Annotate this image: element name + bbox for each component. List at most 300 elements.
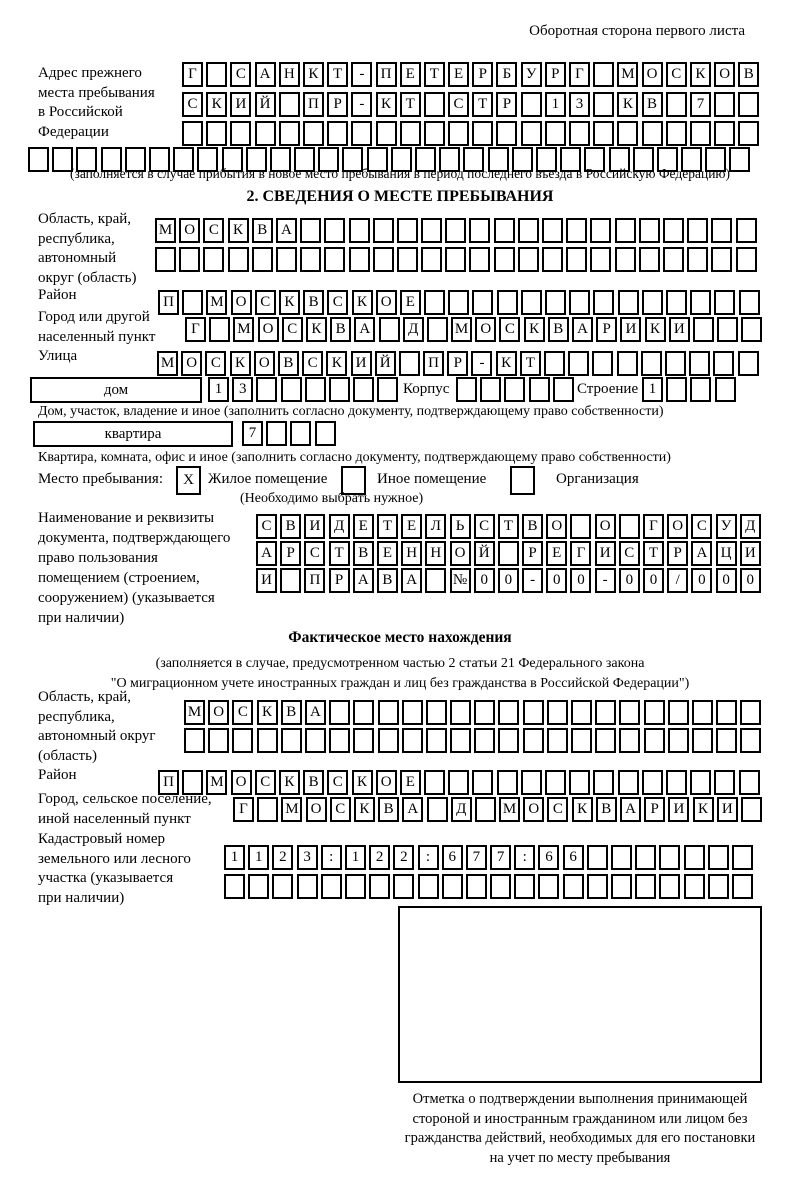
house-box: дом: [30, 377, 202, 403]
char-cell: К: [326, 351, 347, 376]
char-cell: Й: [255, 92, 276, 117]
char-cell: Е: [353, 514, 374, 539]
stay-type-label: Место пребывания:: [38, 471, 163, 487]
char-cell: [714, 290, 735, 315]
char-cell: К: [352, 770, 373, 795]
label-line: при наличии): [38, 889, 125, 906]
char-cell: С: [666, 62, 687, 87]
char-cell: Г: [569, 62, 590, 87]
document-row-2: [256, 541, 761, 566]
label-line: населенный пункт: [38, 328, 156, 345]
char-cell: [305, 728, 326, 753]
char-cell: К: [257, 700, 278, 725]
char-cell: [490, 874, 511, 899]
char-cell: К: [303, 62, 324, 87]
char-cell: К: [376, 92, 397, 117]
char-cell: А: [354, 317, 375, 342]
char-cell: [644, 728, 665, 753]
char-cell: 6: [538, 845, 559, 870]
char-cell: 0: [498, 568, 519, 593]
label-line: Кадастровый номер: [38, 831, 165, 847]
char-cell: [663, 247, 684, 272]
label-line: сооружением) (указывается: [38, 590, 215, 606]
char-cell: 0: [740, 568, 761, 593]
char-cell: [711, 218, 732, 243]
char-cell: С: [255, 770, 276, 795]
actual-location-caption-2: "О миграционном учете иностранных граждан и лиц без гражданства в Российской Федерации"): [110, 676, 690, 691]
char-cell: [353, 728, 374, 753]
char-cell: [230, 121, 251, 146]
char-cell: [252, 247, 273, 272]
label-line: Город или другой: [38, 309, 150, 325]
char-cell: [466, 874, 487, 899]
char-cell: В: [738, 62, 759, 87]
char-cell: -: [595, 568, 616, 593]
char-cell: К: [496, 351, 517, 376]
char-cell: [305, 377, 326, 402]
char-cell: [474, 728, 495, 753]
char-cell: [255, 121, 276, 146]
char-cell: [518, 247, 539, 272]
char-cell: Р: [667, 541, 688, 566]
char-cell: С: [499, 317, 520, 342]
char-cell: [272, 874, 293, 899]
char-cell: [497, 290, 518, 315]
char-cell: 1: [545, 92, 566, 117]
char-cell: Й: [474, 541, 495, 566]
char-cell: 2: [393, 845, 414, 870]
char-cell: [619, 728, 640, 753]
char-cell: К: [690, 62, 711, 87]
char-cell: [545, 290, 566, 315]
house-caption: Дом, участок, владение и иное (заполнить согласно документу, подтверждающему право собственности): [38, 404, 664, 419]
char-cell: [480, 377, 501, 402]
char-cell: [738, 351, 759, 376]
char-cell: С: [327, 290, 348, 315]
char-cell: [545, 770, 566, 795]
char-cell: 1: [248, 845, 269, 870]
char-cell: 3: [232, 377, 253, 402]
char-cell: С: [474, 514, 495, 539]
stroenie-label: Строение: [577, 381, 639, 397]
char-cell: В: [522, 514, 543, 539]
apartment-box: квартира: [33, 421, 233, 447]
char-cell: В: [252, 218, 273, 243]
char-cell: [566, 247, 587, 272]
char-cell: [300, 247, 321, 272]
char-cell: О: [179, 218, 200, 243]
char-cell: [569, 770, 590, 795]
prev-address-label: [38, 64, 155, 142]
char-cell: [611, 874, 632, 899]
char-cell: М: [184, 700, 205, 725]
char-cell: [351, 121, 372, 146]
char-cell: О: [258, 317, 279, 342]
char-cell: [497, 770, 518, 795]
label-line: Область, край,: [38, 689, 132, 705]
char-cell: [569, 290, 590, 315]
char-cell: [732, 874, 753, 899]
city-row: [185, 317, 762, 342]
char-cell: [547, 728, 568, 753]
stamp-note: [390, 1090, 770, 1168]
char-cell: [563, 874, 584, 899]
char-cell: [684, 845, 705, 870]
char-cell: А: [256, 541, 277, 566]
char-cell: [329, 377, 350, 402]
char-cell: [668, 700, 689, 725]
char-cell: [544, 351, 565, 376]
char-cell: [474, 700, 495, 725]
char-cell: [224, 874, 245, 899]
char-cell: [687, 247, 708, 272]
checkbox-other-premises-label: Иное помещение: [377, 471, 487, 487]
char-cell: [424, 770, 445, 795]
char-cell: П: [423, 351, 444, 376]
char-cell: Г: [643, 514, 664, 539]
char-cell: [418, 874, 439, 899]
checkbox-organization-label: Организация: [556, 471, 639, 487]
label-line: Федерации: [38, 123, 109, 140]
label-line: помещением (строением,: [38, 570, 200, 586]
char-cell: [378, 728, 399, 753]
prev-address-row-2: [182, 92, 759, 117]
char-cell: [424, 290, 445, 315]
stamp-box: [398, 906, 762, 1083]
label-line: (область): [38, 747, 97, 764]
char-cell: [378, 700, 399, 725]
label-line: округ (область): [38, 269, 137, 286]
char-cell: 0: [546, 568, 567, 593]
char-cell: Й: [375, 351, 396, 376]
char-cell: [690, 377, 711, 402]
char-cell: [448, 121, 469, 146]
label-line: гражданства действий, необходимых для его постановки: [404, 1130, 756, 1146]
char-cell: [538, 874, 559, 899]
char-cell: [593, 770, 614, 795]
char-cell: К: [617, 92, 638, 117]
char-cell: О: [523, 797, 544, 822]
char-cell: И: [256, 568, 277, 593]
char-cell: [521, 770, 542, 795]
char-cell: Ь: [450, 514, 471, 539]
char-cell: Л: [425, 514, 446, 539]
char-cell: [514, 874, 535, 899]
char-cell: [421, 247, 442, 272]
char-cell: [300, 218, 321, 243]
char-cell: [692, 700, 713, 725]
char-cell: -: [351, 62, 372, 87]
char-cell: Т: [400, 92, 421, 117]
char-cell: [741, 317, 762, 342]
char-cell: [732, 845, 753, 870]
char-cell: :: [418, 845, 439, 870]
char-cell: Н: [425, 541, 446, 566]
char-cell: 3: [569, 92, 590, 117]
char-cell: В: [353, 541, 374, 566]
char-cell: [615, 218, 636, 243]
char-cell: М: [451, 317, 472, 342]
char-cell: А: [402, 797, 423, 822]
char-cell: В: [548, 317, 569, 342]
street-row: [157, 351, 759, 376]
label-line: право пользования: [38, 550, 158, 566]
prev-address-row-1: [182, 62, 759, 87]
char-cell: И: [304, 514, 325, 539]
char-cell: [345, 874, 366, 899]
char-cell: М: [155, 218, 176, 243]
char-cell: [379, 317, 400, 342]
char-cell: О: [254, 351, 275, 376]
char-cell: [619, 700, 640, 725]
char-cell: [472, 770, 493, 795]
char-cell: А: [276, 218, 297, 243]
char-cell: /: [667, 568, 688, 593]
char-cell: [569, 121, 590, 146]
char-cell: [329, 728, 350, 753]
char-cell: [228, 247, 249, 272]
char-cell: 0: [691, 568, 712, 593]
char-cell: [690, 770, 711, 795]
char-cell: Е: [400, 290, 421, 315]
char-cell: [424, 121, 445, 146]
char-cell: [182, 290, 203, 315]
char-cell: -: [471, 351, 492, 376]
char-cell: Н: [401, 541, 422, 566]
char-cell: [687, 218, 708, 243]
char-cell: [426, 728, 447, 753]
char-cell: [713, 351, 734, 376]
actual-region-row-2: [184, 728, 761, 753]
char-cell: [182, 121, 203, 146]
section2-title: 2. СВЕДЕНИЯ О МЕСТЕ ПРЕБЫВАНИЯ: [246, 188, 554, 205]
char-cell: К: [206, 92, 227, 117]
region-label: [38, 210, 136, 288]
label-line: Отметка о подтверждении выполнения принимающей: [412, 1091, 748, 1107]
char-cell: [469, 247, 490, 272]
char-cell: [498, 728, 519, 753]
char-cell: И: [351, 351, 372, 376]
district-label: Район: [38, 287, 77, 303]
char-cell: 1: [345, 845, 366, 870]
char-cell: [377, 377, 398, 402]
char-cell: А: [353, 568, 374, 593]
apartment-caption: Квартира, комната, офис и иное (заполнить согласно документу, подтверждающему право собственности): [38, 450, 671, 465]
actual-location-caption-1: (заполняется в случае, предусмотренном частью 2 статьи 21 Федерального закона: [155, 656, 645, 671]
char-cell: [738, 121, 759, 146]
char-cell: 6: [442, 845, 463, 870]
char-cell: 0: [474, 568, 495, 593]
char-cell: [659, 874, 680, 899]
char-cell: [450, 700, 471, 725]
actual-city-label: [38, 790, 212, 829]
char-cell: О: [714, 62, 735, 87]
char-cell: [740, 700, 761, 725]
actual-region-label: [38, 688, 156, 766]
char-cell: К: [230, 351, 251, 376]
char-cell: С: [203, 218, 224, 243]
char-cell: [469, 218, 490, 243]
char-cell: [716, 700, 737, 725]
char-cell: [566, 218, 587, 243]
char-cell: В: [303, 770, 324, 795]
char-cell: К: [693, 797, 714, 822]
char-cell: [496, 121, 517, 146]
char-cell: [644, 700, 665, 725]
char-cell: [456, 377, 477, 402]
char-cell: Д: [740, 514, 761, 539]
char-cell: 7: [242, 421, 263, 446]
char-cell: [281, 377, 302, 402]
char-cell: О: [450, 541, 471, 566]
char-cell: О: [231, 290, 252, 315]
char-cell: К: [306, 317, 327, 342]
char-cell: И: [740, 541, 761, 566]
stay-note: (Необходимо выбрать нужное): [240, 491, 424, 506]
char-cell: [668, 728, 689, 753]
char-cell: [642, 770, 663, 795]
checkbox-residential: X: [176, 466, 201, 495]
char-cell: Р: [329, 568, 350, 593]
char-cell: 7: [490, 845, 511, 870]
char-cell: К: [524, 317, 545, 342]
char-cell: Р: [644, 797, 665, 822]
char-cell: О: [376, 770, 397, 795]
char-cell: С: [256, 514, 277, 539]
char-cell: [708, 874, 729, 899]
char-cell: [208, 728, 229, 753]
char-cell: А: [691, 541, 712, 566]
char-cell: [397, 247, 418, 272]
char-cell: [521, 290, 542, 315]
char-cell: А: [401, 568, 422, 593]
region-row-1: [155, 218, 757, 243]
char-cell: К: [352, 290, 373, 315]
char-cell: [279, 121, 300, 146]
char-cell: М: [499, 797, 520, 822]
char-cell: [521, 121, 542, 146]
char-cell: Т: [329, 541, 350, 566]
char-cell: К: [279, 290, 300, 315]
char-cell: А: [255, 62, 276, 87]
char-cell: [257, 728, 278, 753]
korpus-cells: [456, 377, 574, 402]
char-cell: [232, 728, 253, 753]
stroenie-cells: [642, 377, 736, 402]
char-cell: -: [351, 92, 372, 117]
char-cell: [402, 700, 423, 725]
char-cell: [472, 290, 493, 315]
char-cell: [635, 874, 656, 899]
char-cell: №: [450, 568, 471, 593]
char-cell: С: [302, 351, 323, 376]
char-cell: К: [354, 797, 375, 822]
char-cell: [448, 290, 469, 315]
char-cell: [203, 247, 224, 272]
char-cell: В: [377, 568, 398, 593]
char-cell: М: [281, 797, 302, 822]
char-cell: [666, 377, 687, 402]
char-cell: [689, 351, 710, 376]
char-cell: П: [158, 290, 179, 315]
char-cell: [595, 728, 616, 753]
char-cell: [571, 728, 592, 753]
char-cell: [738, 92, 759, 117]
char-cell: [353, 377, 374, 402]
document-label: [38, 508, 230, 628]
char-cell: О: [181, 351, 202, 376]
char-cell: [256, 377, 277, 402]
char-cell: Е: [400, 770, 421, 795]
char-cell: [290, 421, 311, 446]
char-cell: [690, 290, 711, 315]
char-cell: [590, 218, 611, 243]
char-cell: [714, 92, 735, 117]
char-cell: [593, 92, 614, 117]
char-cell: [692, 728, 713, 753]
char-cell: С: [230, 62, 251, 87]
char-cell: [518, 218, 539, 243]
char-cell: Г: [570, 541, 591, 566]
char-cell: [279, 92, 300, 117]
char-cell: О: [595, 514, 616, 539]
char-cell: [184, 728, 205, 753]
actual-district-label: Район: [38, 767, 77, 783]
char-cell: [523, 700, 544, 725]
char-cell: С: [182, 92, 203, 117]
char-cell: 1: [224, 845, 245, 870]
char-cell: [402, 728, 423, 753]
checkbox-residential-label: Жилое помещение: [208, 471, 328, 487]
char-cell: О: [208, 700, 229, 725]
char-cell: [547, 700, 568, 725]
char-cell: Д: [403, 317, 424, 342]
char-cell: М: [206, 290, 227, 315]
char-cell: [736, 218, 757, 243]
document-row-1: [256, 514, 761, 539]
char-cell: [617, 351, 638, 376]
actual-city-row: [233, 797, 762, 822]
char-cell: [448, 770, 469, 795]
char-cell: [714, 770, 735, 795]
char-cell: [155, 247, 176, 272]
char-cell: -: [522, 568, 543, 593]
char-cell: О: [306, 797, 327, 822]
apartment-cells: [242, 421, 336, 446]
char-cell: Г: [233, 797, 254, 822]
char-cell: Н: [279, 62, 300, 87]
char-cell: Т: [472, 92, 493, 117]
char-cell: [315, 421, 336, 446]
label-line: Область, край,: [38, 211, 132, 227]
char-cell: П: [376, 62, 397, 87]
char-cell: С: [691, 514, 712, 539]
char-cell: И: [230, 92, 251, 117]
char-cell: [425, 568, 446, 593]
city-label: [38, 308, 155, 347]
actual-region-row-1: [184, 700, 761, 725]
char-cell: [297, 874, 318, 899]
document-row-3: [256, 568, 761, 593]
char-cell: О: [667, 514, 688, 539]
char-cell: 1: [642, 377, 663, 402]
char-cell: [617, 121, 638, 146]
street-label: Улица: [38, 348, 78, 364]
char-cell: И: [620, 317, 641, 342]
char-cell: О: [642, 62, 663, 87]
char-cell: [571, 700, 592, 725]
char-cell: Т: [424, 62, 445, 87]
